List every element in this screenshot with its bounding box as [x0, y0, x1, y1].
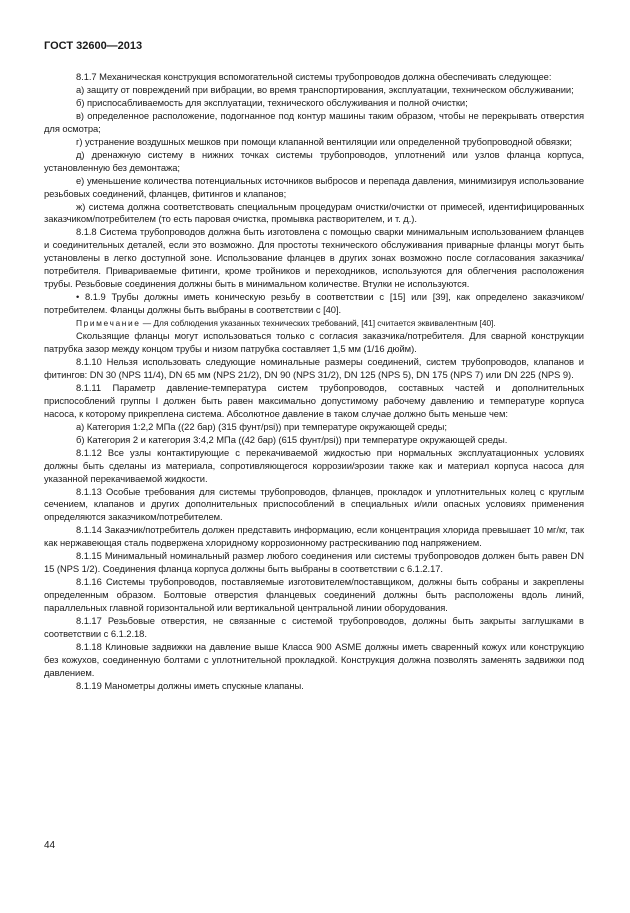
page-number: 44: [44, 840, 56, 851]
paragraph-8-1-18: 8.1.18 Клиновые задвижки на давление выше Класса 900 ASME должны иметь сваренный кожух или конструкцию без кожухов, соединенную болтами с уплотнительной прокладкой. Конструкция должна позволять заменять задвижки под давлением.: [44, 640, 584, 678]
list-item-zh: ж) система должна соответствовать специальным процедурам очистки/очистки от примесей, идентифицированных заказчиком/потребителем (то есть паровая очистка, промывка растворителем, и т. д.).: [44, 200, 584, 225]
note: [44, 317, 584, 330]
note-text: — Для соблюдения указанных технических требований, [41] считается эквивалентным [40].: [142, 318, 496, 329]
paragraph-8-1-13: 8.1.13 Особые требования для системы трубопроводов, фланцев, прокладок и уплотнительных колец с круглым сечением, клапанов и других дополнительных приспособлений в специальных и/или опасных условиях применения определяются заказчиком/потребителем.: [44, 485, 584, 523]
standard-header: ГОСТ 32600—2013: [44, 40, 143, 52]
list-item-d: д) дренажную систему в нижних точках системы трубопроводов, уплотнений или узлов фланца корпуса, установленную без демонтажа;: [44, 148, 584, 173]
paragraph-8-1-19: 8.1.19 Манометры должны иметь спускные клапаны.: [76, 679, 304, 691]
document-body: [44, 71, 584, 693]
paragraph-slip-on-flanges: Скользящие фланцы могут использоваться только с согласия заказчика/потребителя. Для сварной конструкции патрубка зазор между концом трубы и низом патрубка составляет 1,5 мм (1/16 дюйм).: [44, 330, 584, 355]
list-item-g: г) устранение воздушных мешков при помощи клапанной вентиляции или определенной трубопроводной обвязки;: [76, 135, 572, 147]
paragraph-8-1-8: 8.1.8 Система трубопроводов должна быть изготовлена с помощью сварки минимальным использованием фланцев и соединительных деталей, если это возможно. Для простоты технического обслуживания приварные фланцы могут быть установлены в легко доступной зоне. Использование фланцев в других зонах возможно после согласования заказчика/потребителя. Привариваемые фитинги, кроме тройников и переходников, используются для облегчения расположения трубы. Резьбовые соединения должны быть в минимальном количестве. Втулки не используются.: [44, 226, 584, 290]
list-item-b: б) приспосабливаемость для эксплуатации, технического обслуживания и полной очистки;: [76, 96, 468, 108]
paragraph-8-1-16: 8.1.16 Системы трубопроводов, поставляемые изготовителем/поставщиком, должны быть собраны и закреплены определенным образом. Болтовые отверстия фланцевых соединений должны быть расположены вдоль линий, параллельных главной горизонтальной или вертикальной центральной линии оборудования.: [44, 576, 584, 614]
paragraph-8-1-7: 8.1.7 Механическая конструкция вспомогательной системы трубопроводов должна обеспечивать следующее:: [76, 71, 552, 82]
list-item-a: а) защиту от повреждений при вибрации, во время транспортирования, эксплуатации, техническом обслуживании;: [76, 83, 574, 95]
document-page: [44, 40, 584, 693]
list-item-category-2-3: б) Категория 2 и категория 3:4,2 МПа ((42 бар) (615 фунт/psi)) при температуре окружающей среды.: [76, 433, 508, 445]
list-item-e: е) уменьшение количества потенциальных источников выбросов и перепада давления, минимизируя использование резьбовых соединений, фланцев, фитингов и клапанов;: [44, 174, 584, 199]
paragraph-8-1-11: 8.1.11 Параметр давление-температура систем трубопроводов, составных частей и дополнительных приспособлений группы I должен быть равен максимально допустимому рабочему давлению и температуре корпуса насоса, к которому прикреплена система. Абсолютное давление в таком случае должно быть меньше чем:: [44, 381, 584, 419]
list-item-category-1: а) Категория 1:2,2 МПа ((22 бар) (315 фунт/psi)) при температуре окружающей среды;: [76, 420, 447, 432]
paragraph-8-1-12: 8.1.12 Все узлы контактирующие с перекачиваемой жидкостью при нормальных эксплуатационных условиях должны быть сделаны из материала, сопротивляющегося коррозии/эрозии также как и материал корпуса насоса для указанной перекачиваемой жидкости.: [44, 446, 584, 484]
paragraph-8-1-15: 8.1.15 Минимальный номинальный размер любого соединения или системы трубопроводов должен быть равен DN 15 (NPS 1/2). Соединения фланца корпуса должны быть выбраны в соответствии с 6.1.2.17.: [44, 550, 584, 575]
paragraph-8-1-10: 8.1.10 Нельзя использовать следующие номинальные размеры соединений, систем трубопроводов, клапанов и фитингов: DN 30 (NPS 11/4), DN 65 мм (NPS 21/2), DN 90 (NPS 31/2), DN 125 (NPS 5), DN 175 (NPS 7) или DN 225 (NPS 9).: [44, 355, 584, 380]
note-label: Примечание: [76, 318, 141, 329]
list-item-v: в) определенное расположение, подогнанное под контур машины таким образом, чтобы не перекрывать отверстия для осмотра;: [44, 109, 584, 134]
paragraph-8-1-14: 8.1.14 Заказчик/потребитель должен представить информацию, если концентрация хлорида превышает 10 мг/кг, так как нержавеющая сталь подвержена хлоридному коррозионному растрескиванию под напряжением.: [44, 524, 584, 549]
paragraph-8-1-17: 8.1.17 Резьбовые отверстия, не связанные с системой трубопроводов, должны быть закрыты заглушками в соответствии с 6.1.2.18.: [44, 615, 584, 639]
paragraph-8-1-9: • 8.1.9 Трубы должны иметь коническую резьбу в соответствии с [15] или [39], как определено заказчиком/потребителем. Фланцы должны быть выбраны в соответствии с [40].: [44, 291, 584, 316]
